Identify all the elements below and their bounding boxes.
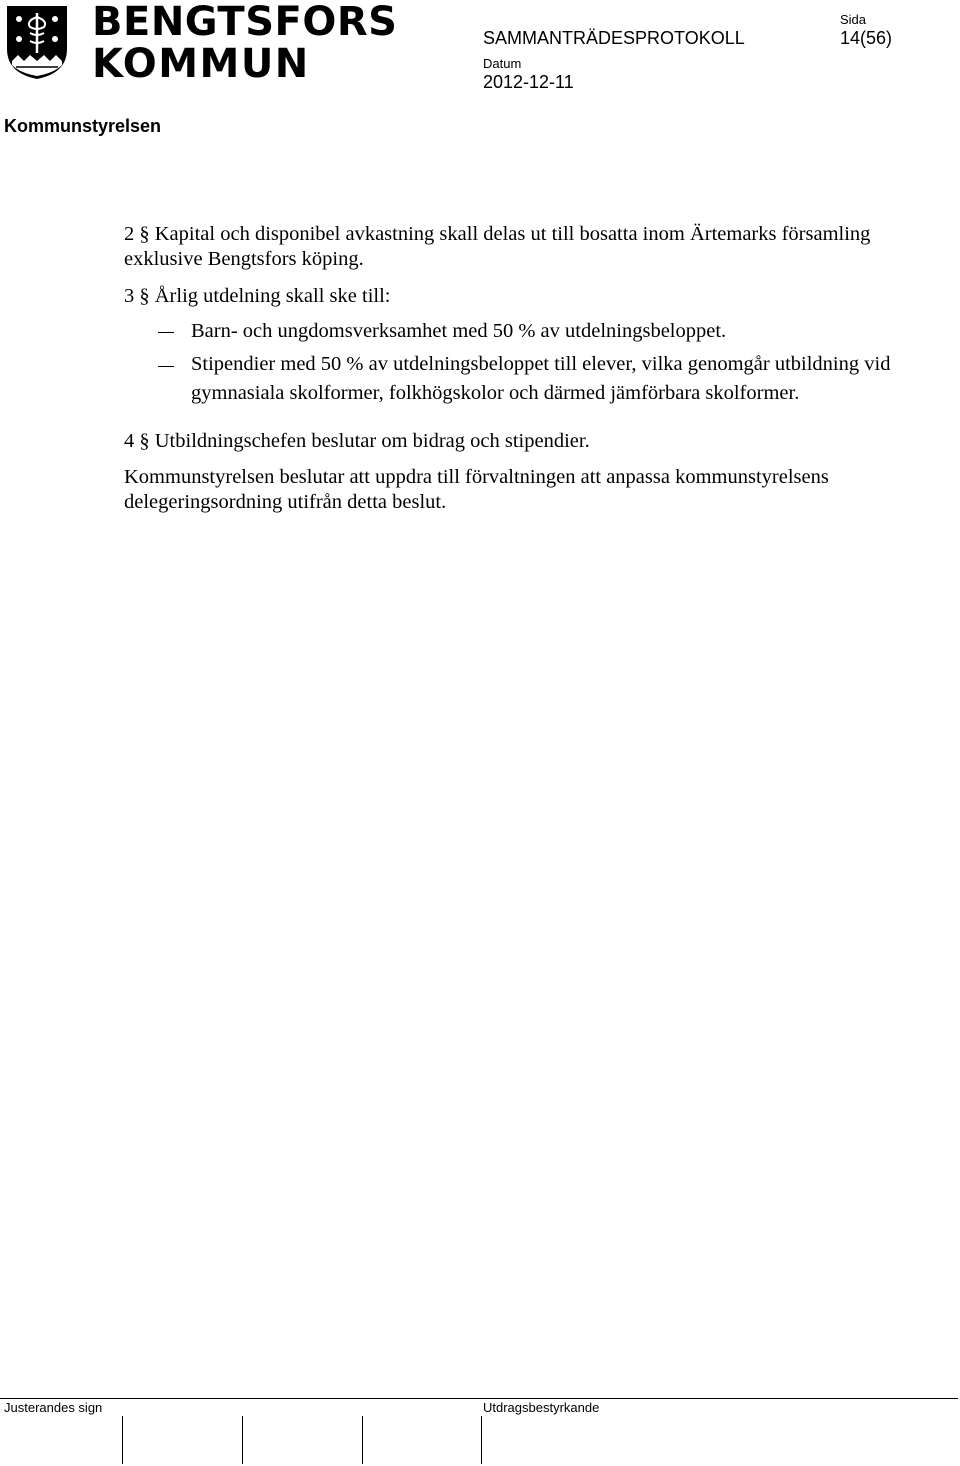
- signature-box-divider: [242, 1416, 243, 1464]
- footer-rule: [0, 1398, 958, 1399]
- paragraph-3: 3 § Årlig utdelning skall ske till:: [124, 285, 391, 307]
- coat-of-arms-logo: [4, 3, 70, 81]
- date-value: 2012-12-11: [483, 72, 574, 92]
- page-number: 14(56): [840, 28, 893, 48]
- signature-box-divider: [362, 1416, 363, 1464]
- brand-line-2: KOMMUN: [92, 41, 310, 87]
- paragraph-2: 2 § Kapital och disponibel avkastning skall delas ut till bosatta inom Ärtemarks församling exklusive Bengtsfors köping.: [124, 223, 871, 270]
- decision-paragraph: Kommunstyrelsen beslutar att uppdra till förvaltningen att anpassa kommunstyrelsens delegeringsordning utifrån detta beslut.: [124, 466, 829, 513]
- dash-bullet-2: [158, 366, 174, 367]
- date-label: Datum: [483, 56, 522, 71]
- document-type: SAMMANTRÄDESPROTOKOLL: [483, 28, 745, 48]
- brand-name: [92, 0, 398, 87]
- justerandes-sign-label: Justerandes sign: [4, 1400, 103, 1415]
- section-title: Kommunstyrelsen: [4, 116, 162, 136]
- bullet-item-1: Barn- och ungdomsverksamhet med 50 % av utdelningsbeloppet.: [191, 320, 727, 342]
- signature-box-divider: [481, 1416, 482, 1464]
- paragraph-4: 4 § Utbildningschefen beslutar om bidrag och stipendier.: [124, 430, 590, 452]
- bullet-item-2: Stipendier med 50 % av utdelningsbeloppet till elever, vilka genomgår utbildning vid gymnasiala skolformer, folkhögskolor och därmed jämförbara skolformer.: [191, 353, 891, 404]
- dash-bullet-1: [158, 332, 174, 333]
- utdragsbestyrkande-label: Utdragsbestyrkande: [483, 1400, 600, 1415]
- page-label: Sida: [840, 12, 867, 27]
- signature-box-divider: [122, 1416, 123, 1464]
- brand-line-1: BENGTSFORS: [92, 0, 398, 45]
